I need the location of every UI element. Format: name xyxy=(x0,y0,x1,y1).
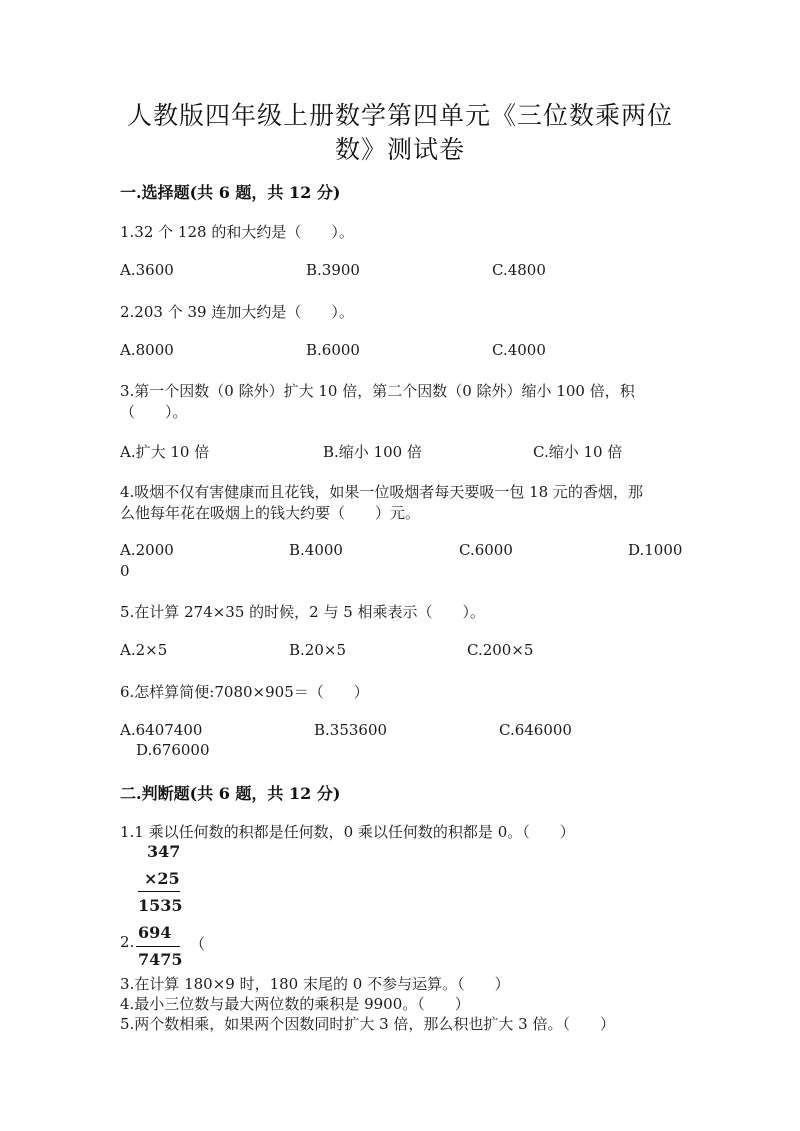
calc-rule-2 xyxy=(136,946,180,947)
q6-option-c[interactable]: C.646000 xyxy=(499,721,572,739)
q5-option-b[interactable]: B.20×5 xyxy=(289,641,346,659)
calc-partial-product-2: 694 xyxy=(138,923,172,942)
calc-partial-product-1: 1535 xyxy=(138,896,183,915)
q4-option-b[interactable]: B.4000 xyxy=(289,541,343,559)
q1-option-b[interactable]: B.3900 xyxy=(306,261,360,279)
question-3-line1: 3.第一个因数（0 除外）扩大 10 倍，第二个因数（0 除外）缩小 100 倍，积 xyxy=(120,382,635,400)
calc-multiplier: ×25 xyxy=(144,869,180,888)
judgment-4: 4.最小三位数与最大两位数的乘积是 9900。（ ） xyxy=(120,995,470,1013)
q1-option-a[interactable]: A.3600 xyxy=(120,261,174,279)
question-1: 1.32 个 128 的和大约是（ ）。 xyxy=(120,223,354,241)
q5-option-a[interactable]: A.2×5 xyxy=(120,641,168,659)
question-3-line2: （ ）。 xyxy=(120,403,188,421)
q2-option-b[interactable]: B.6000 xyxy=(306,341,360,359)
q6-option-a[interactable]: A.6407400 xyxy=(120,721,203,739)
q3-option-a[interactable]: A.扩大 10 倍 xyxy=(120,443,210,461)
calc-result: 7475 xyxy=(138,950,183,969)
judgment-2-prefix: 2. xyxy=(120,933,135,951)
question-2: 2.203 个 39 连加大约是（ ）。 xyxy=(120,303,354,321)
q4-option-d[interactable]: D.1000 xyxy=(628,541,683,559)
judgment-1: 1.1 乘以任何数的积都是任何数，0 乘以任何数的积都是 0。（ ） xyxy=(120,823,575,841)
page-title-line1: 人教版四年级上册数学第四单元《三位数乘两位 xyxy=(126,101,673,130)
q4-option-a[interactable]: A.2000 xyxy=(120,541,174,559)
question-6: 6.怎样算简便:7080×905＝（ ） xyxy=(120,683,369,701)
question-4-line1: 4.吸烟不仅有害健康而且花钱，如果一位吸烟者每天要吸一包 18 元的香烟，那 xyxy=(120,483,643,501)
judgment-2-paren: （ xyxy=(190,935,206,953)
q2-option-c[interactable]: C.4000 xyxy=(492,341,546,359)
question-5: 5.在计算 274×35 的时候，2 与 5 相乘表示（ ）。 xyxy=(120,603,486,621)
q6-option-b[interactable]: B.353600 xyxy=(314,721,388,739)
judgment-3: 3.在计算 180×9 时，180 末尾的 0 不参与运算。（ ） xyxy=(120,975,510,993)
q1-option-c[interactable]: C.4800 xyxy=(492,261,546,279)
section-heading-judgment: 二.判断题(共 6 题，共 12 分) xyxy=(120,784,341,803)
q5-option-c[interactable]: C.200×5 xyxy=(467,641,534,659)
page-title-line2: 数》测试卷 xyxy=(334,135,465,164)
question-4-line2: 么他每年花在吸烟上的钱大约要（ ）元。 xyxy=(120,504,421,522)
calc-rule-1 xyxy=(138,891,180,892)
q3-option-b[interactable]: B.缩小 100 倍 xyxy=(323,443,422,461)
section-heading-choice: 一.选择题(共 6 题，共 12 分) xyxy=(120,183,341,202)
q3-option-c[interactable]: C.缩小 10 倍 xyxy=(533,443,623,461)
calc-multiplicand: 347 xyxy=(147,842,181,861)
judgment-5: 5.两个数相乘，如果两个因数同时扩大 3 倍，那么积也扩大 3 倍。（ ） xyxy=(120,1015,615,1033)
q4-option-c[interactable]: C.6000 xyxy=(459,541,513,559)
q4-option-d-wrap: 0 xyxy=(120,562,130,580)
q6-option-d[interactable]: D.676000 xyxy=(136,741,210,759)
q2-option-a[interactable]: A.8000 xyxy=(120,341,174,359)
